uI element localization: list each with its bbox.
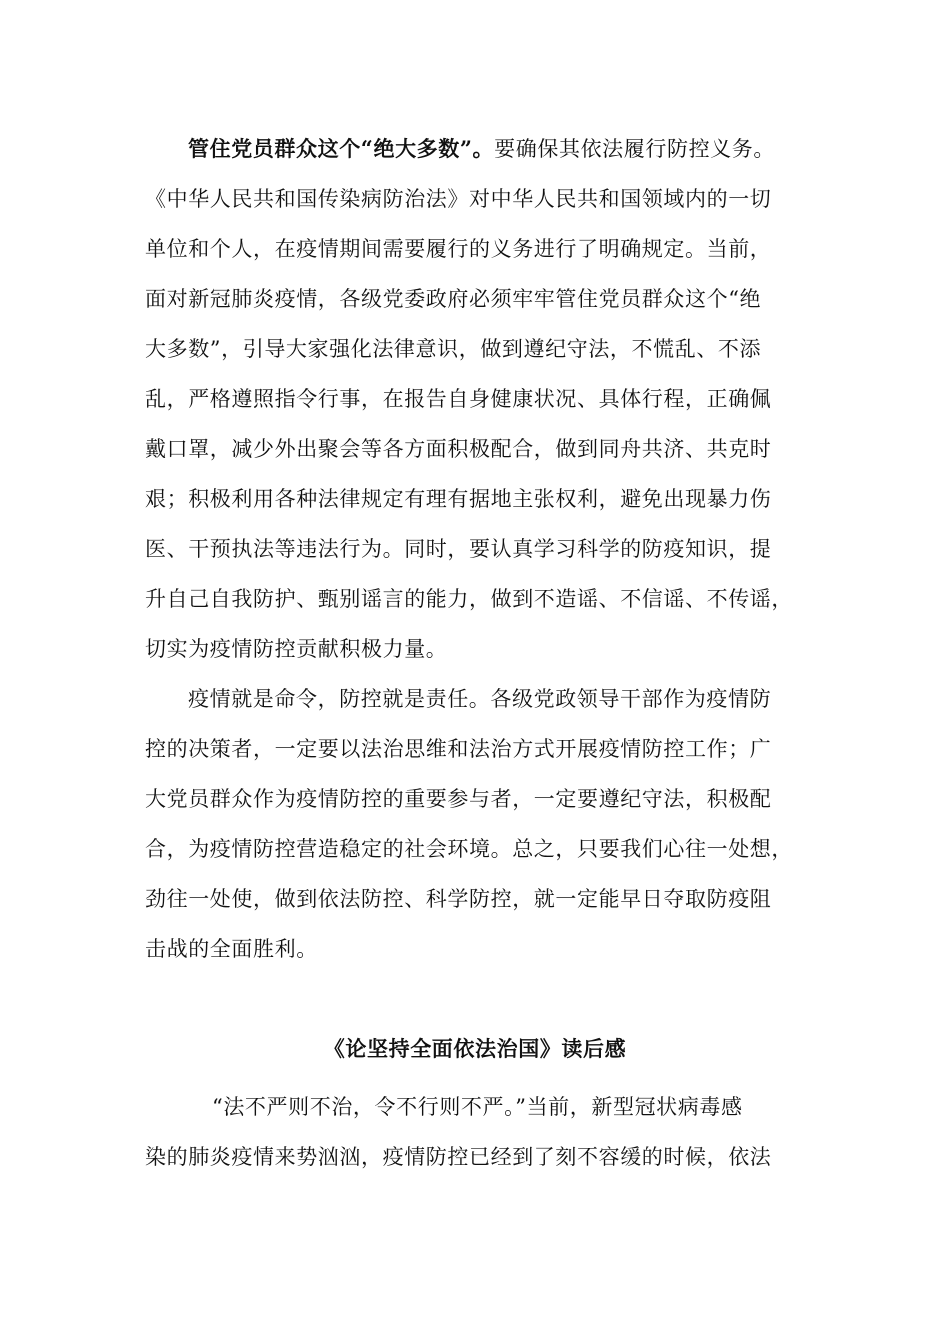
paragraph-1-line-10: 升自己自我防护、甄别谣言的能力，做到不造谣、不信谣、不传谣，: [145, 587, 793, 611]
paragraph-1-line-11: 切实为疫情防控贡献积极力量。: [145, 637, 448, 661]
article-2-line-1: “法不严则不治，令不行则不严。”当前，新型冠状病毒感: [212, 1095, 743, 1119]
paragraph-2-line-5: 劲往一处使，做到依法防控、科学防控，就一定能早日夺取防疫阻: [145, 887, 772, 911]
paragraph-1-line-1: [188, 134, 813, 164]
article-title: 《论坚持全面依法治国》读后感: [323, 1036, 627, 1061]
paragraph-1-line-2: 《中华人民共和国传染病防治法》对中华人民共和国领域内的一切: [145, 187, 772, 211]
paragraph-1-line-5: 大多数”，引导大家强化法律意识，做到遵纪守法，不慌乱、不添: [145, 337, 762, 361]
paragraph-1-line-6: 乱，严格遵照指令行事，在报告自身健康状况、具体行程，正确佩: [145, 387, 772, 411]
paragraph-1-line-3: 单位和个人，在疫情期间需要履行的义务进行了明确规定。当前，: [145, 237, 772, 261]
paragraph-1-lead-rest: 要确保其依法履行防控义务。: [494, 137, 775, 161]
paragraph-2-line-1: 疫情就是命令，防控就是责任。各级党政领导干部作为疫情防: [188, 687, 772, 711]
paragraph-2-line-2: 控的决策者，一定要以法治思维和法治方式开展疫情防控工作；广: [145, 737, 772, 761]
paragraph-1-lead-bold: 管住党员群众这个“绝大多数”。: [188, 136, 495, 161]
paragraph-2-line-4: 合，为疫情防控营造稳定的社会环境。总之，只要我们心往一处想，: [145, 837, 793, 861]
paragraph-1-line-7: 戴口罩，减少外出聚会等各方面积极配合，做到同舟共济、共克时: [145, 437, 772, 461]
paragraph-2-line-6: 击战的全面胜利。: [145, 937, 318, 961]
article-2-line-2: 染的肺炎疫情来势汹汹，疫情防控已经到了刻不容缓的时候，依法: [145, 1145, 772, 1169]
paragraph-1-line-9: 医、干预执法等违法行为。同时，要认真学习科学的防疫知识，提: [145, 537, 772, 561]
paragraph-1-line-8: 艰；积极利用各种法律规定有理有据地主张权利，避免出现暴力伤: [145, 487, 772, 511]
paragraph-1-line-4: 面对新冠肺炎疫情，各级党委政府必须牢牢管住党员群众这个“绝: [145, 287, 762, 311]
paragraph-2-line-3: 大党员群众作为疫情防控的重要参与者，一定要遵纪守法，积极配: [145, 787, 772, 811]
